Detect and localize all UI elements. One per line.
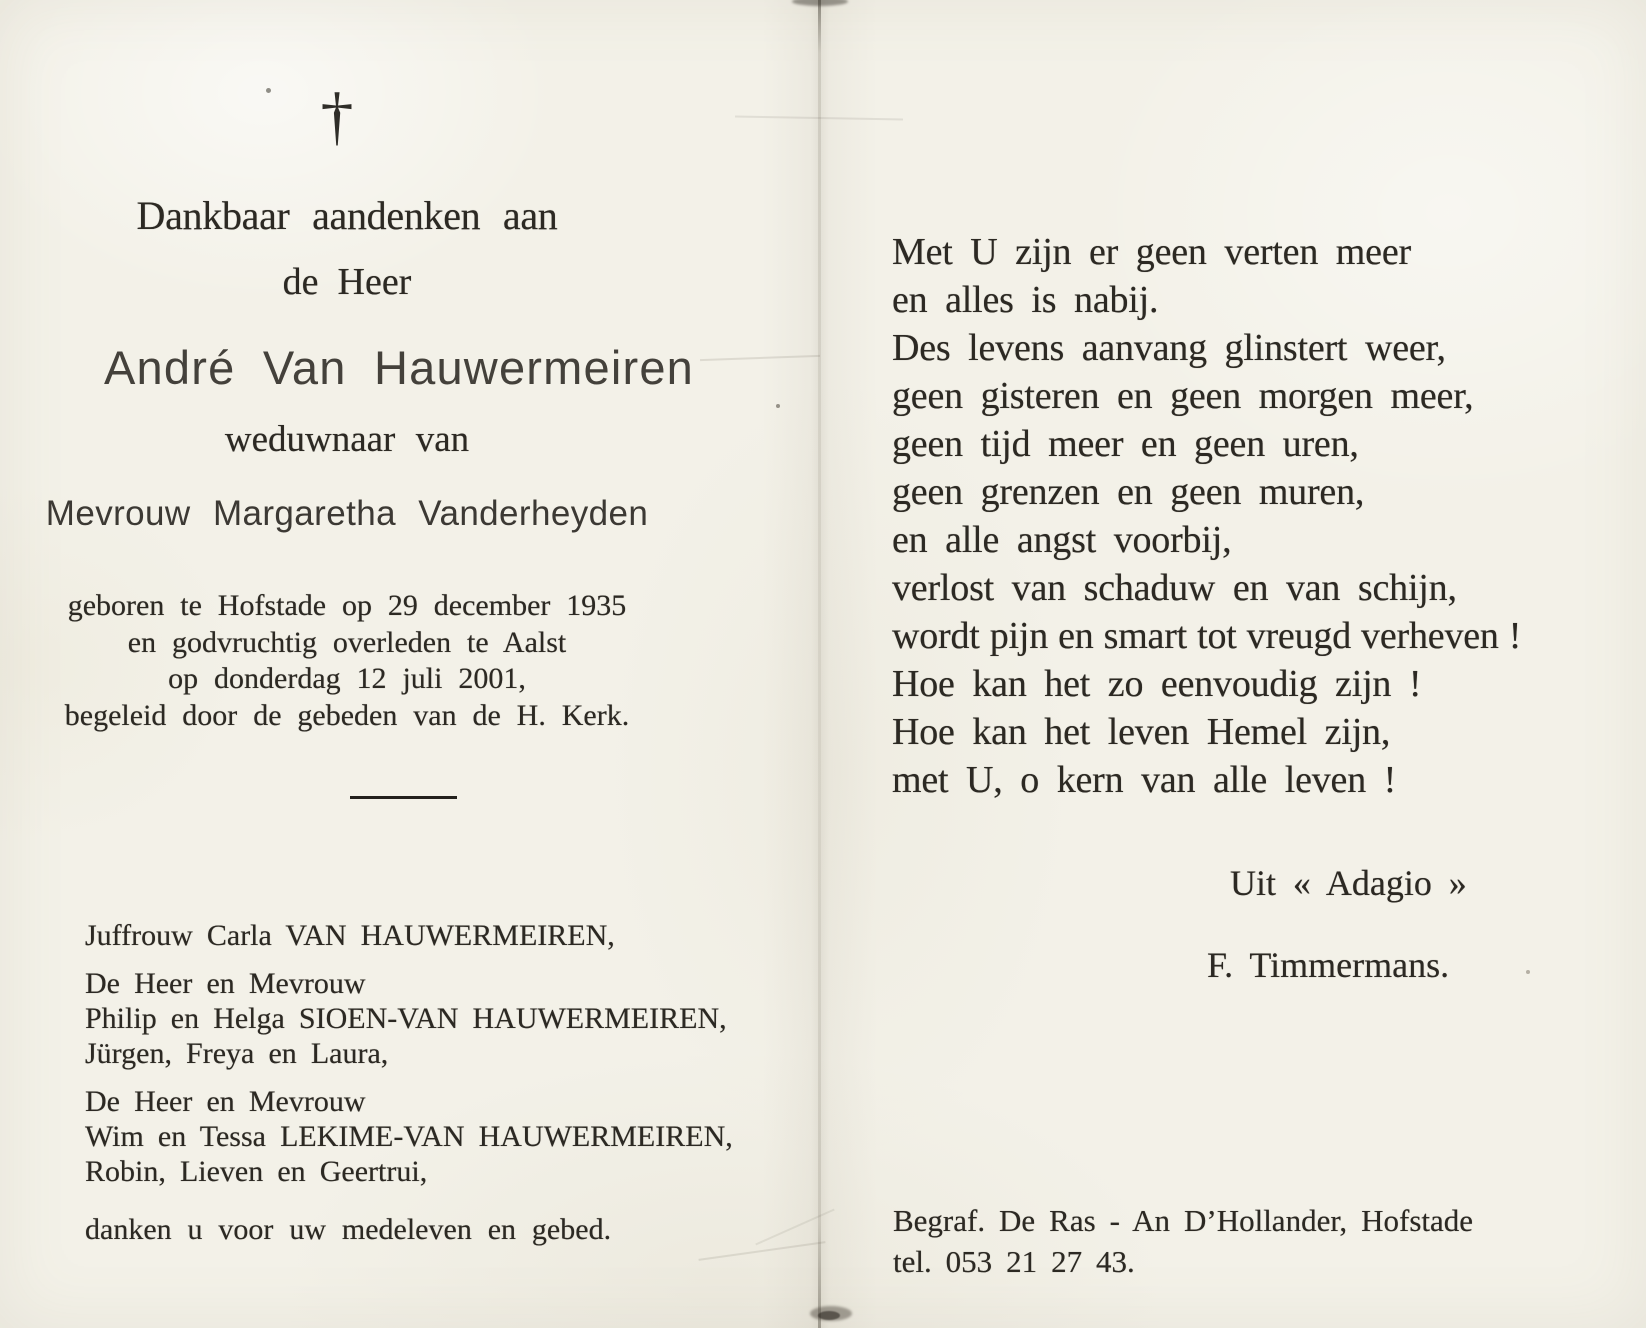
closing-thanks: danken u voor uw medeleven en gebed. <box>85 1213 612 1246</box>
family-group <box>85 918 733 953</box>
poem-author: F. Timmermans. <box>1207 945 1450 985</box>
poem-line: geen grenzen en geen muren, <box>892 471 1365 513</box>
family-member-line: De Heer en Mevrouw <box>85 1085 366 1118</box>
poem <box>892 228 1521 804</box>
family-member-line: De Heer en Mevrouw <box>85 967 366 1000</box>
relation-label: weduwnaar van <box>224 419 470 460</box>
family-member-line: Jürgen, Freya en Laura, <box>85 1037 389 1070</box>
life-details <box>0 588 694 734</box>
funeral-home-line: Begraf. De Ras - An D’Hollander, Hofstade <box>893 1203 1474 1238</box>
birth-line: geboren te Hofstade op 29 december 1935 <box>67 589 627 622</box>
divider-rule <box>350 796 457 799</box>
family-group <box>85 1084 733 1189</box>
poem-line: verlost van schaduw en van schijn, <box>892 567 1457 609</box>
poem-line: wordt pijn en smart tot vreugd verheven ! <box>892 615 1522 657</box>
poem-line: met U, o kern van alle leven ! <box>892 759 1397 801</box>
funeral-home-info <box>893 1200 1473 1282</box>
right-page <box>820 0 1646 1328</box>
family-member-line: Wim en Tessa LEKIME-VAN HAUWERMEIREN, <box>85 1120 733 1153</box>
family-list <box>85 918 733 1202</box>
poem-line: Hoe kan het leven Hemel zijn, <box>892 711 1391 753</box>
poem-line: Des levens aanvang glinstert weer, <box>892 327 1446 369</box>
death-date-line: op donderdag 12 juli 2001, <box>168 662 526 695</box>
spouse-name: Mevrouw Margaretha Vanderheyden <box>45 494 649 533</box>
poem-line: en alles is nabij. <box>892 279 1159 321</box>
family-group <box>85 966 733 1071</box>
honorific-label: de Heer <box>282 261 412 303</box>
funeral-phone-line: tel. 053 21 27 43. <box>893 1244 1135 1279</box>
family-member-line: Robin, Lieven en Geertrui, <box>85 1155 428 1188</box>
left-page <box>0 0 820 1328</box>
poem-line: en alle angst voorbij, <box>892 519 1232 561</box>
poem-line: geen gisteren en geen morgen meer, <box>892 375 1474 417</box>
family-member-line: Philip en Helga SIOEN-VAN HAUWERMEIREN, <box>85 1002 727 1035</box>
memorial-intro: Dankbaar aandenken aan <box>136 193 558 238</box>
poem-source: Uit « Adagio » <box>1230 863 1467 903</box>
deceased-name: André Van Hauwermeiren <box>103 341 694 394</box>
poem-line: Met U zijn er geen verten meer <box>892 231 1411 273</box>
poem-line: geen tijd meer en geen uren, <box>892 423 1359 465</box>
church-line: begeleid door de gebeden van de H. Kerk. <box>64 698 630 732</box>
poem-line: Hoe kan het zo eenvoudig zijn ! <box>892 663 1422 705</box>
death-place-line: en godvruchtig overleden te Aalst <box>127 625 567 659</box>
family-member-line: Juffrouw Carla VAN HAUWERMEIREN, <box>85 919 615 952</box>
cross-icon: † <box>320 80 354 153</box>
